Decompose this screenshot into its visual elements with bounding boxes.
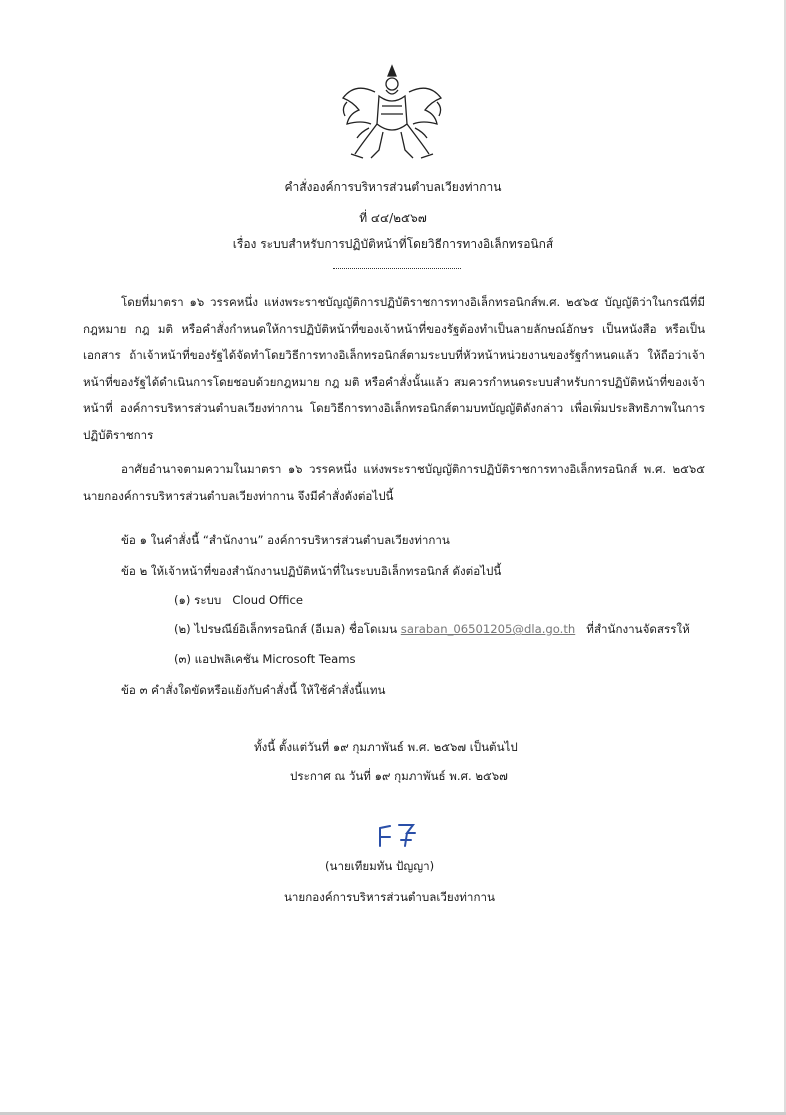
signatory-name: (นายเทียมทัน ปัญญา) [325, 859, 435, 873]
item-2-email[interactable]: saraban_06501205@dla.go.th [400, 622, 576, 636]
paragraph-1-text: โดยที่มาตรา ๑๖ วรรคหนึ่ง แห่งพระราชบัญญัติการปฏิบัติราชการทางอิเล็กทรอนิกส์พ.ศ. ๒๕๖๕ บัญญัติว่าในกรณีที่มีกฎหมาย กฎ มติ หรือคำสั่งกำหนดให้การปฏิบัติหน้าที่ของเจ้าหน้าที่ของรัฐต้องทำเป็นลายลักษณ์อักษร เป็นหนังสือ หรือเป็นเอกสาร ถ้าเจ้าหน้าที่ของรัฐได้จัดทำโดยวิธีการทางอิเล็กทรอนิกส์ตามระบบที่หัวหน้าหน่วยงานของรัฐกำหนดแล้ว ให้ถือว่าเจ้าหน้าที่ของรัฐได้ดำเนินการโดยชอบด้วยกฎหมาย กฎ มติ หรือคำสั่งนั้นแล้ว สมควรกำหนดระบบสำหรับการปฏิบัติหน้าที่ของเจ้าหน้าที่ องค์การบริหารส่วนตำบลเวียงท่ากาน โดยวิธีการทางอิเล็กทรอนิกส์ตามบทบัญญัติดังกล่าว เพื่อเพิ่มประสิทธิภาพในการปฏิบัติราชการ [83, 295, 705, 442]
signature-mark [377, 820, 421, 850]
paragraph-2-text: อาศัยอำนาจตามความในมาตรา ๑๖ วรรคหนึ่ง แห่งพระราชบัญญัติการปฏิบัติราชการทางอิเล็กทรอนิกส์ พ.ศ. ๒๕๖๕ นายกองค์การบริหารส่วนตำบลเวียงท่ากาน จึงมีคำสั่งดังต่อไปนี้ [83, 462, 705, 503]
item-3 [174, 651, 356, 669]
announcement-date: ประกาศ ณ วันที่ ๑๙ กุมภาพันธ์ พ.ศ. ๒๕๖๗ [290, 769, 508, 783]
separator-line [333, 268, 461, 269]
item-2-suffix: ที่สำนักงานจัดสรรให้ [586, 622, 690, 636]
item-1 [174, 592, 303, 610]
item-3-value: Microsoft Teams [262, 652, 356, 666]
clause-2: ข้อ ๒ ให้เจ้าหน้าที่ของสำนักงานปฏิบัติหน้าที่ในระบบอิเล็กทรอนิกส์ ดังต่อไปนี้ [121, 564, 502, 578]
item-1-value: Cloud Office [232, 593, 303, 607]
clause-3: ข้อ ๓ คำสั่งใดขัดหรือแย้งกับคำสั่งนี้ ให้ใช้คำสั่งนี้แทน [121, 683, 386, 697]
clause-1: ข้อ ๑ ในคำสั่งนี้ “สำนักงาน” องค์การบริหารส่วนตำบลเวียงท่ากาน [121, 533, 450, 547]
paragraph-1 [83, 289, 705, 448]
effective-date: ทั้งนี้ ตั้งแต่วันที่ ๑๙ กุมภาพันธ์ พ.ศ. ๒๕๖๗ เป็นต้นไป [254, 740, 518, 754]
item-1-prefix: (๑) ระบบ [174, 593, 222, 607]
order-number: ที่ ๔๔/๒๕๖๗ [359, 211, 427, 225]
item-3-prefix: (๓) แอปพลิเคชัน [174, 652, 259, 666]
item-2 [174, 621, 690, 639]
garuda-emblem-icon [335, 62, 450, 162]
order-title: คำสั่งองค์การบริหารส่วนตำบลเวียงท่ากาน [284, 180, 502, 194]
order-subject: เรื่อง ระบบสำหรับการปฏิบัติหน้าที่โดยวิธีการทางอิเล็กทรอนิกส์ [232, 237, 554, 251]
item-2-prefix: (๒) ไปรษณีย์อิเล็กทรอนิกส์ (อีเมล) ชื่อโดเมน [174, 622, 398, 636]
signatory-title: นายกองค์การบริหารส่วนตำบลเวียงท่ากาน [284, 890, 495, 904]
paragraph-2 [83, 456, 705, 509]
